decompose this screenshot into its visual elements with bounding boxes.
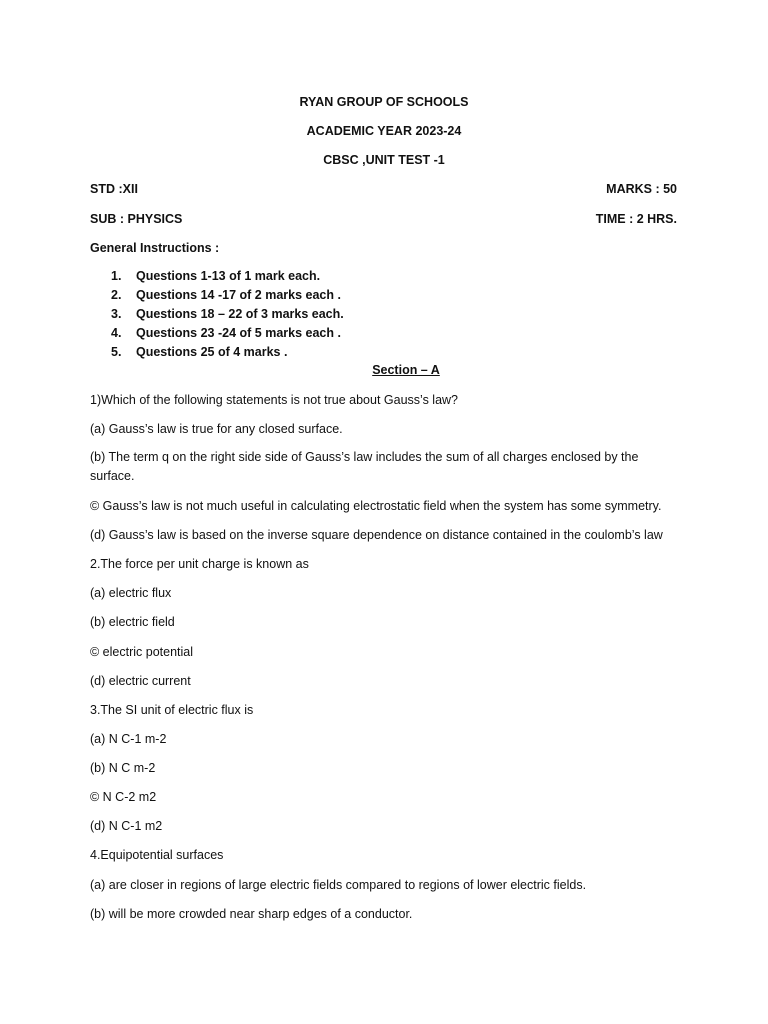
- question-3-option-a: (a) N C-1 m-2: [90, 732, 167, 746]
- question-1-option-d: (d) Gauss’s law is based on the inverse square dependence on distance contained in the coulomb’s law: [90, 528, 663, 542]
- list-number: 1.: [111, 269, 122, 283]
- test-title: CBSC ,UNIT TEST -1: [323, 153, 445, 167]
- question-2: 2.The force per unit charge is known as: [90, 557, 309, 571]
- question-4-option-a: (a) are closer in regions of large electric fields compared to regions of lower electric fields.: [90, 878, 587, 892]
- question-3: 3.The SI unit of electric flux is: [90, 703, 254, 717]
- question-4: 4.Equipotential surfaces: [90, 848, 224, 862]
- std-label: STD :XII: [90, 182, 138, 196]
- subject-label: SUB : PHYSICS: [90, 212, 183, 226]
- time-label: TIME : 2 HRS.: [595, 212, 677, 226]
- list-text: Questions 25 of 4 marks .: [136, 345, 288, 359]
- question-1: 1)Which of the following statements is not true about Gauss’s law?: [90, 393, 459, 407]
- list-text: Questions 14 -17 of 2 marks each .: [136, 288, 341, 302]
- instructions-heading: General Instructions :: [90, 241, 220, 255]
- list-number: 5.: [111, 345, 122, 359]
- question-2-option-b: (b) electric field: [90, 615, 175, 629]
- question-1-option-a: (a) Gauss’s law is true for any closed surface.: [90, 422, 343, 436]
- question-1-option-b: (b) The term q on the right side side of Gauss’s law includes the sum of all charges enclosed by the surface.: [90, 450, 639, 483]
- list-number: 4.: [111, 326, 122, 340]
- question-3-option-b: (b) N C m-2: [90, 761, 156, 775]
- school-name: RYAN GROUP OF SCHOOLS: [299, 95, 469, 109]
- marks-label: MARKS : 50: [606, 182, 677, 196]
- academic-year: ACADEMIC YEAR 2023-24: [306, 124, 462, 138]
- question-3-option-c: © N C-2 m2: [90, 790, 157, 804]
- list-number: 2.: [111, 288, 122, 302]
- question-4-option-b: (b) will be more crowded near sharp edges of a conductor.: [90, 907, 413, 921]
- question-1-option-c: © Gauss’s law is not much useful in calculating electrostatic field when the system has some symmetry.: [90, 499, 662, 513]
- question-2-option-c: © electric potential: [90, 645, 194, 659]
- list-text: Questions 1-13 of 1 mark each.: [136, 269, 321, 283]
- list-text: Questions 23 -24 of 5 marks each .: [136, 326, 341, 340]
- question-2-option-d: (d) electric current: [90, 674, 191, 688]
- question-3-option-d: (d) N C-1 m2: [90, 819, 163, 833]
- list-number: 3.: [111, 307, 122, 321]
- list-text: Questions 18 – 22 of 3 marks each.: [136, 307, 344, 321]
- question-2-option-a: (a) electric flux: [90, 586, 172, 600]
- section-heading: Section – A: [372, 363, 440, 377]
